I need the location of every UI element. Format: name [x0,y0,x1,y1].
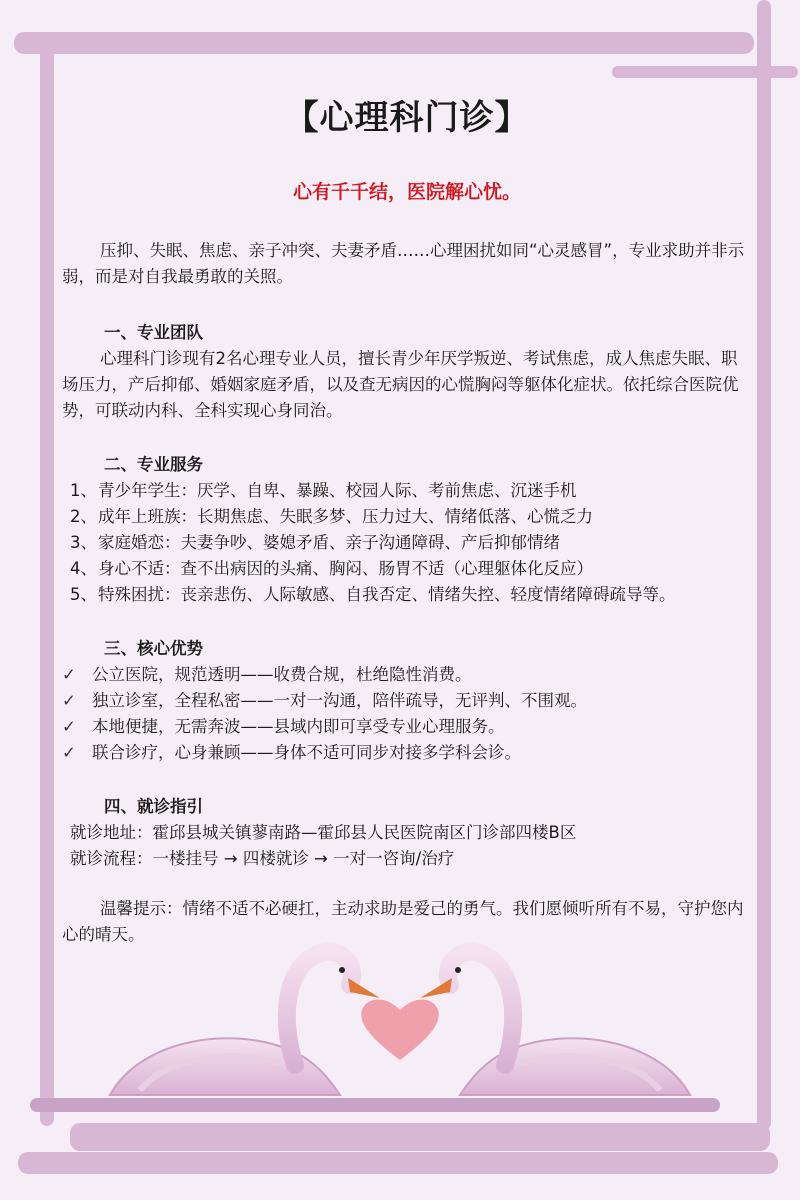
item-description: 查不出病因的头痛、胸闷、肠胃不适（心理躯体化反应） [180,559,593,578]
list-item [62,556,752,582]
list-item [62,504,752,530]
item-description: 长期焦虑、失眠多梦、压力过大、情绪低落、心慌乏力 [197,507,593,526]
frame-right-bar [757,0,771,1130]
item-category: 家庭婚恋： [98,533,181,552]
swans-illustration [80,930,720,1130]
list-item [62,478,752,504]
item-category: 特殊困扰： [98,585,181,604]
advantage-text: 联合诊疗，心身兼顾——身体不适可同步对接多学科会诊。 [92,743,521,762]
item-category: 成年上班族： [98,507,197,526]
item-number: 5、 [70,585,97,604]
item-number: 2、 [70,507,97,526]
advantages-list [62,662,752,766]
item-number: 1、 [70,481,97,500]
list-item [62,714,752,740]
item-description: 厌学、自卑、暴躁、校园人际、考前焦虑、沉迷手机 [197,481,577,500]
item-description: 夫妻争吵、婆媳矛盾、亲子沟通障碍、产后抑郁情绪 [180,533,560,552]
item-category: 身心不适： [98,559,181,578]
intro-paragraph: 压抑、失眠、焦虑、亲子冲突、夫妻矛盾……心理困扰如同“心灵感冒”，专业求助并非示弱，而是对自我最勇敢的关照。 [62,241,745,286]
advantage-text: 公立医院，规范透明——收费合规，杜绝隐性消费。 [92,665,472,684]
right-swan-icon [420,952,690,1095]
advantage-text: 本地便捷，无需奔波——县域内即可享受专业心理服务。 [92,717,505,736]
frame-bottom-bar-3 [18,1152,778,1174]
notice-content [62,90,752,948]
list-item [62,740,752,766]
list-item [62,582,752,608]
page-title: 【心理科门诊】 [284,98,530,138]
check-icon: ✓ [62,743,76,762]
list-item [62,530,752,556]
item-description: 丧亲悲伤、人际敏感、自我否定、情绪失控、轻度情绪障碍疏导等。 [180,585,676,604]
item-category: 青少年学生： [98,481,197,500]
item-number: 4、 [70,559,97,578]
visit-process: 就诊流程：一楼挂号 → 四楼就诊 → 一对一咨询/治疗 [70,849,455,868]
left-swan-icon [110,952,380,1095]
section-heading-services: 二、专业服务 [104,455,203,474]
section-heading-guide: 四、就诊指引 [104,797,203,816]
check-icon: ✓ [62,665,76,684]
section-heading-advantages: 三、核心优势 [104,639,203,658]
list-item [62,662,752,688]
item-number: 3、 [70,533,97,552]
team-paragraph: 心理科门诊现有2名心理专业人员，擅长青少年厌学叛逆、考试焦虑，成人焦虑失眠、职场压力，产后抑郁、婚姻家庭矛盾，以及查无病因的心慌胸闷等躯体化症状。依托综合医院优势，可联动内科、全科实现心身同治。 [62,349,739,420]
list-item [62,688,752,714]
warm-tip: 温馨提示：情绪不适不必硬扛，主动求助是爱己的勇气。我们愿倾听所有不易，守护您内心的晴天。 [62,899,744,944]
services-list [62,478,752,608]
slogan: 心有千千结，医院解心忧。 [292,181,521,203]
frame-left-bar [40,46,54,1126]
advantage-text: 独立诊室，全程私密——一对一沟通，陪伴疏导，无评判、不围观。 [92,691,587,710]
visit-address: 就诊地址：霍邱县城关镇蓼南路—霍邱县人民医院南区门诊部四楼B区 [70,823,577,842]
frame-top-bar [14,32,754,54]
check-icon: ✓ [62,691,76,710]
heart-icon [361,999,438,1060]
section-heading-team: 一、专业团队 [104,323,203,342]
check-icon: ✓ [62,717,76,736]
